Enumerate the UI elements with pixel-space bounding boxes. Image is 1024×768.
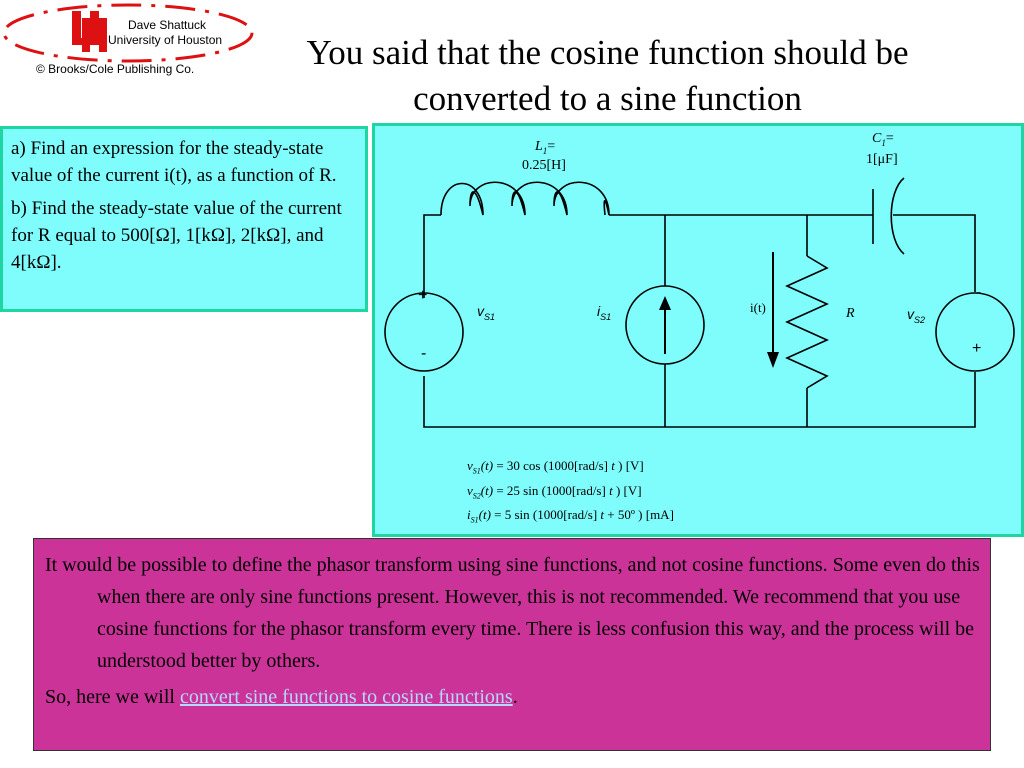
note-paragraph-1: It would be possible to define the phasor transform using sine functions, and not cosine functions. Some even do this when there are only sine functions present. However, this is not recommended. We recommend that you use cosine functions for the phasor transform every time. There is less confusion this way, and the process will be understood better by others. xyxy=(45,554,980,672)
resistor-symbol xyxy=(787,256,827,388)
problem-part-a: a) Find an expression for the steady-state value of the current i(t), as a function of R. xyxy=(11,138,337,186)
title-line-1: You said that the cosine function should be xyxy=(306,33,909,72)
inductor-value: 0.25[H] xyxy=(522,158,566,173)
source-equations xyxy=(467,456,674,530)
current-label: i(t) xyxy=(750,300,766,315)
page-title xyxy=(255,30,960,122)
is1-label: $i_{S1}$ xyxy=(597,303,612,322)
vs1-plus: + xyxy=(418,287,428,304)
resistor-label: R xyxy=(846,306,855,321)
note-paragraph-2: So, here we will convert sine functions to cosine functions. xyxy=(45,686,518,708)
explanation-note-box xyxy=(33,538,991,751)
title-line-2: converted to a sine function xyxy=(413,79,802,118)
inductor-label: $L_1=$ xyxy=(535,139,556,156)
problem-part-b: b) Find the steady-state value of the current for R equal to 500[Ω], 1[kΩ], 2[kΩ], and 4[kΩ]. xyxy=(11,198,342,273)
vs2-source-circle xyxy=(936,293,1014,371)
equation-vs1: $v_{S1}(t) = 30$ cos (1000[rad/s] t ) [V] xyxy=(467,458,644,476)
capacitor-plate-curved xyxy=(891,178,904,254)
convert-sine-to-cosine-link[interactable]: convert sine functions to cosine functions xyxy=(179,686,513,708)
current-arrow-icon xyxy=(767,252,779,368)
capacitor-value: 1[μF] xyxy=(866,152,898,167)
header-logo-block xyxy=(0,0,260,82)
is1-arrow-icon xyxy=(659,296,671,354)
copyright-text: © Brooks/Cole Publishing Co. xyxy=(36,62,195,76)
inductor-symbol xyxy=(441,182,609,215)
institution-name: University of Houston xyxy=(108,33,223,47)
author-name: Dave Shattuck xyxy=(128,18,207,32)
uh-logo-icon xyxy=(72,11,107,52)
vs2-plus: + xyxy=(972,340,982,357)
equation-is1: $i_{S1}(t) = 5$ sin (1000[rad/s] t + 50º ) [mA] xyxy=(467,507,674,525)
equation-vs2: $v_{S2}(t) = 25$ sin (1000[rad/s] t ) [V] xyxy=(467,482,642,501)
vs2-label: $v_{S2}$ xyxy=(907,306,926,325)
vs2-minus: - xyxy=(976,284,982,301)
vs1-minus: - xyxy=(421,345,427,362)
capacitor-label: $C_1=$ xyxy=(872,131,894,148)
vs1-label: $v_{S1}$ xyxy=(477,303,496,322)
problem-statement-box xyxy=(0,126,368,312)
circuit-panel xyxy=(372,123,1024,537)
